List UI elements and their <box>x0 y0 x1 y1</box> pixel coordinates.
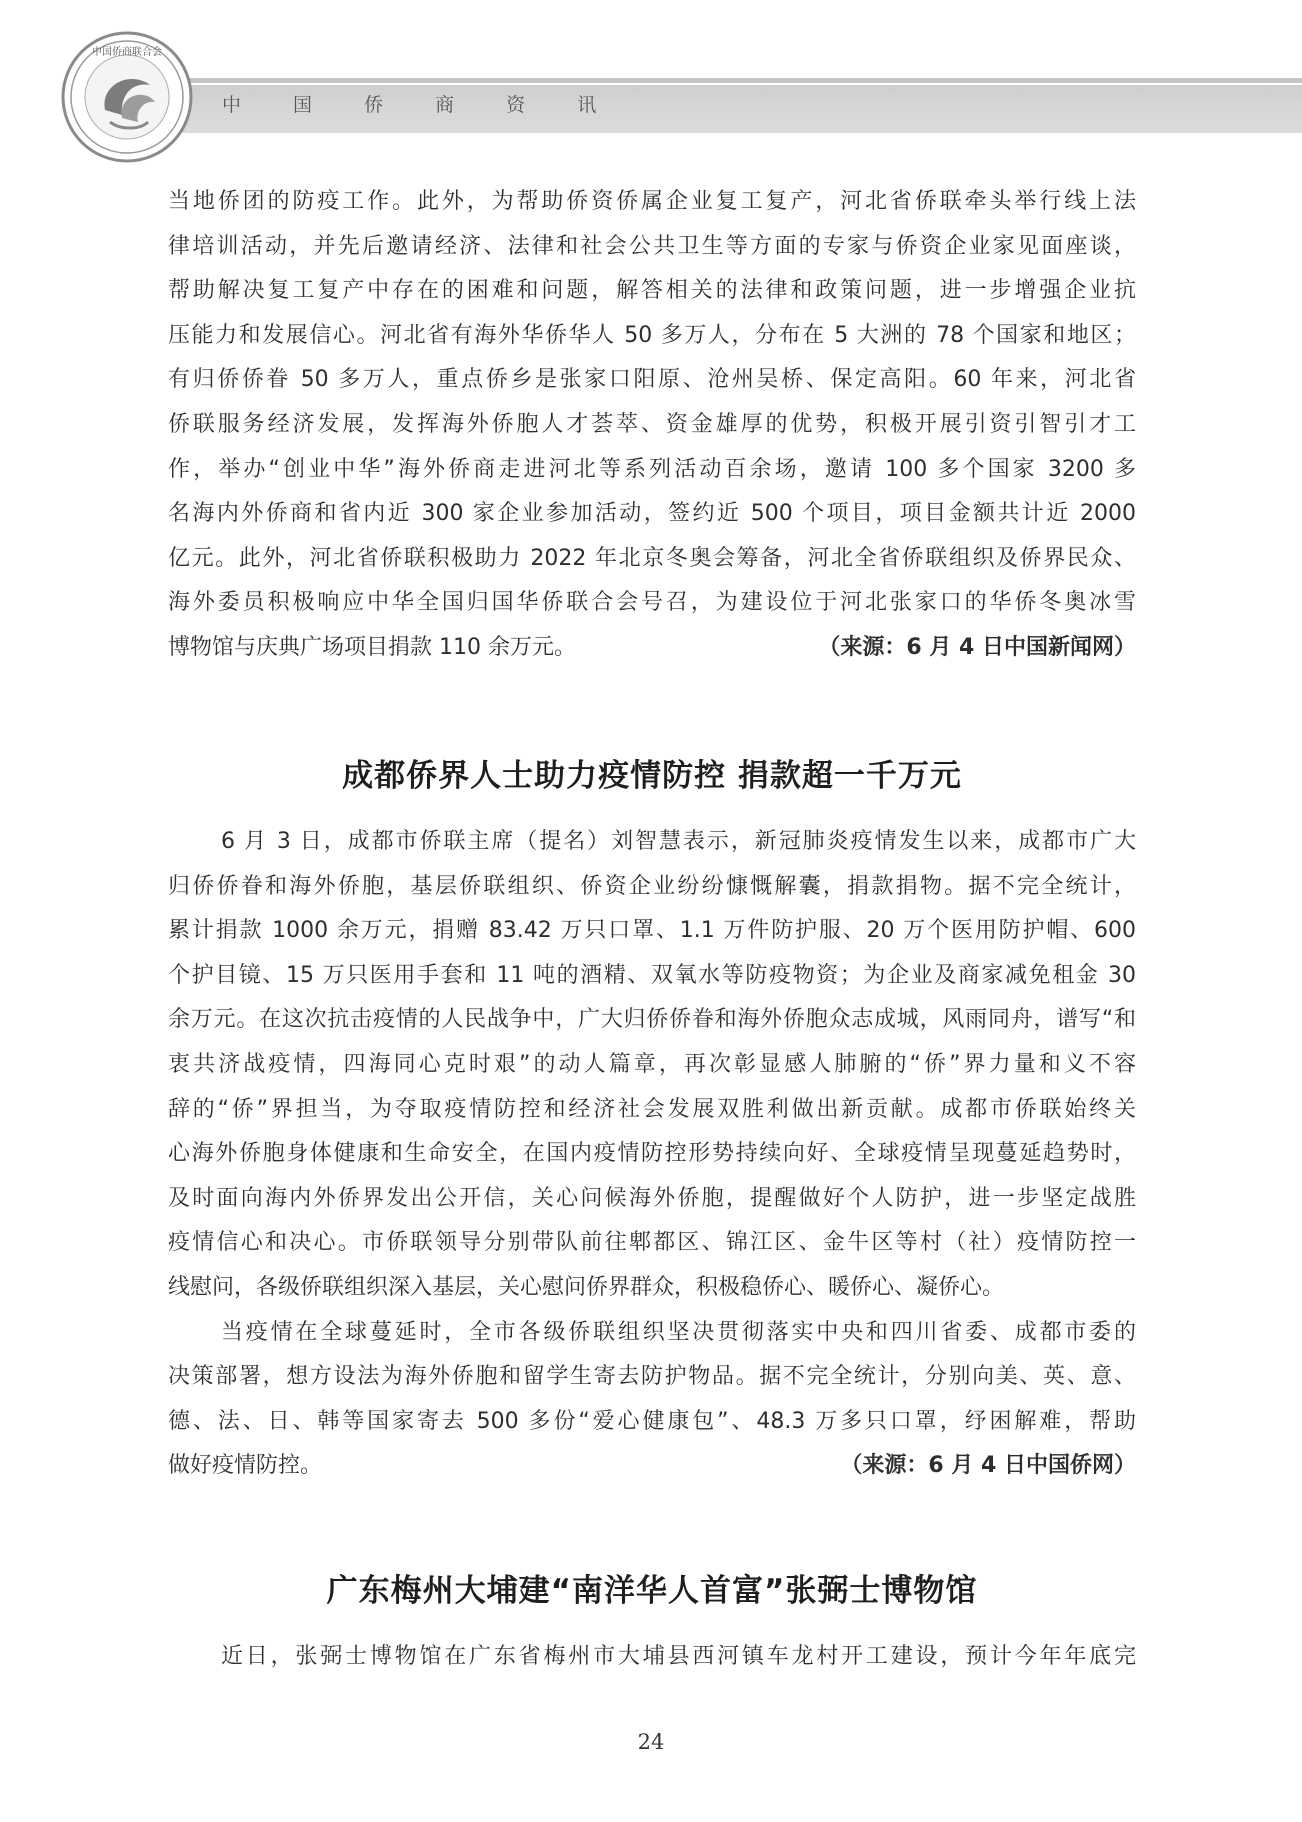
article3-title: 广东梅州大埔建“南洋华人首富”张弼士博物馆 <box>326 1573 978 1609</box>
article1-line: 亿元。此外，河北省侨联积极助力 2022 年北京冬奥会筹备，河北全省侨联组织及侨界民众、 <box>168 545 1136 571</box>
article1-line: 律培训活动，并先后邀请经济、法律和社会公共卫生等方面的专家与侨资企业家见面座谈， <box>168 233 1136 259</box>
article2-title: 成都侨界人士助力疫情防控 捐款超一千万元 <box>342 758 962 794</box>
article1-line: 名海内外侨商和省内近 300 家企业参加活动，签约近 500 个项目，项目金额共计近 2000 <box>168 501 1136 527</box>
article1-line: 侨联服务经济发展，发挥海外侨胞人才荟萃、资金雄厚的优势，积极开展引资引智引才工 <box>168 411 1136 437</box>
article2-line: 余万元。在这次抗击疫情的人民战争中，广大归侨侨眷和海外侨胞众志成城，风雨同舟，谱写“和 <box>168 1007 1136 1033</box>
article1-line: 作，举办“创业中华”海外侨商走进河北等系列活动百余场，邀请 100 多个国家 3200 多 <box>168 456 1136 482</box>
article1-line: 海外委员积极响应中华全国归国华侨联合会号召，为建设位于河北张家口的华侨冬奥冰雪 <box>168 590 1136 616</box>
article2-line: 6 月 3 日，成都市侨联主席（提名）刘智慧表示，新冠肺炎疫情发生以来，成都市广大 <box>221 829 1136 854</box>
header-band-accent <box>115 78 1302 83</box>
organization-logo <box>60 30 195 165</box>
article2-para2-line: 决策部署，想方设法为海外侨胞和留学生寄去防护物品。据不完全统计，分别向美、英、意、 <box>168 1364 1136 1390</box>
article2-source: （来源：6 月 4 日中国侨网） <box>840 1453 1136 1479</box>
article1-source-line <box>168 626 1136 671</box>
article2-line: 辞的“侨”界担当，为夺取疫情防控和经济社会发展双胜利做出新贡献。成都市侨联始终关 <box>168 1096 1136 1122</box>
article2-para2-line: 德、法、日、韩等国家寄去 500 多份“爱心健康包”、48.3 万多只口罩，纾困解难，帮助 <box>168 1408 1136 1434</box>
article2-para1-last-line: 线慰问，各级侨联组织深入基层，关心慰问侨界群众，积极稳侨心、暖侨心、凝侨心。 <box>168 1274 1005 1300</box>
article2-line: 个护目镜、15 万只医用手套和 11 吨的酒精、双氧水等防疫物资；为企业及商家减免租金 30 <box>168 962 1136 988</box>
article1-body <box>168 180 1136 671</box>
article3-line: 近日，张弼士博物馆在广东省梅州市大埔县西河镇车龙村开工建设，预计今年年底完 <box>221 1644 1136 1669</box>
article1-line: 压能力和发展信心。河北省有海外华侨华人 50 多万人，分布在 5 大洲的 78 个国家和地区； <box>168 322 1136 348</box>
article2-source-line <box>168 1444 1136 1489</box>
article1-last-line: 博物馆与庆典广场项目捐款 110 余万元。 <box>168 634 576 660</box>
article2-line: 归侨侨眷和海外侨胞，基层侨联组织、侨资企业纷纷慷慨解囊，捐款捐物。据不完全统计， <box>168 873 1136 899</box>
article2-line: 累计捐款 1000 余万元，捐赠 83.42 万只口罩、1.1 万件防护服、20 万个医用防护帽、600 <box>168 918 1136 944</box>
article3-body <box>168 1635 1136 1680</box>
article2-line: 心海外侨胞身体健康和生命安全，在国内疫情防控形势持续向好、全球疫情呈现蔓延趋势时， <box>168 1141 1136 1167</box>
page-number: 24 <box>637 1730 665 1754</box>
article2-line: 疫情信心和决心。市侨联领导分别带队前往郫都区、锦江区、金牛区等村（社）疫情防控一 <box>168 1230 1136 1256</box>
article2-last-line: 做好疫情防控。 <box>168 1453 323 1479</box>
header-title: 中 国 侨 商 资 讯 <box>222 94 620 116</box>
article1-line: 当地侨团的防疫工作。此外，为帮助侨资侨属企业复工复产，河北省侨联牵头举行线上法 <box>168 189 1136 214</box>
svg-text:中国侨商联合会: 中国侨商联合会 <box>92 47 162 58</box>
article2-line: 衷共济战疫情，四海同心克时艰”的动人篇章，再次彰显感人肺腑的“侨”界力量和义不容 <box>168 1051 1136 1077</box>
article2-line: 及时面向海内外侨界发出公开信，关心问候海外侨胞，提醒做好个人防护，进一步坚定战胜 <box>168 1185 1136 1211</box>
article2-para2-line: 当疫情在全球蔓延时，全市各级侨联组织坚决贯彻落实中央和四川省委、成都市委的 <box>221 1319 1136 1345</box>
article2-body <box>168 820 1136 1489</box>
article1-source: （来源：6 月 4 日中国新闻网） <box>818 634 1136 660</box>
article1-line: 有归侨侨眷 50 多万人，重点侨乡是张家口阳原、沧州吴桥、保定高阳。60 年来，河北省 <box>168 367 1136 393</box>
article1-line: 帮助解决复工复产中存在的困难和问题，解答相关的法律和政策问题，进一步增强企业抗 <box>168 278 1136 304</box>
